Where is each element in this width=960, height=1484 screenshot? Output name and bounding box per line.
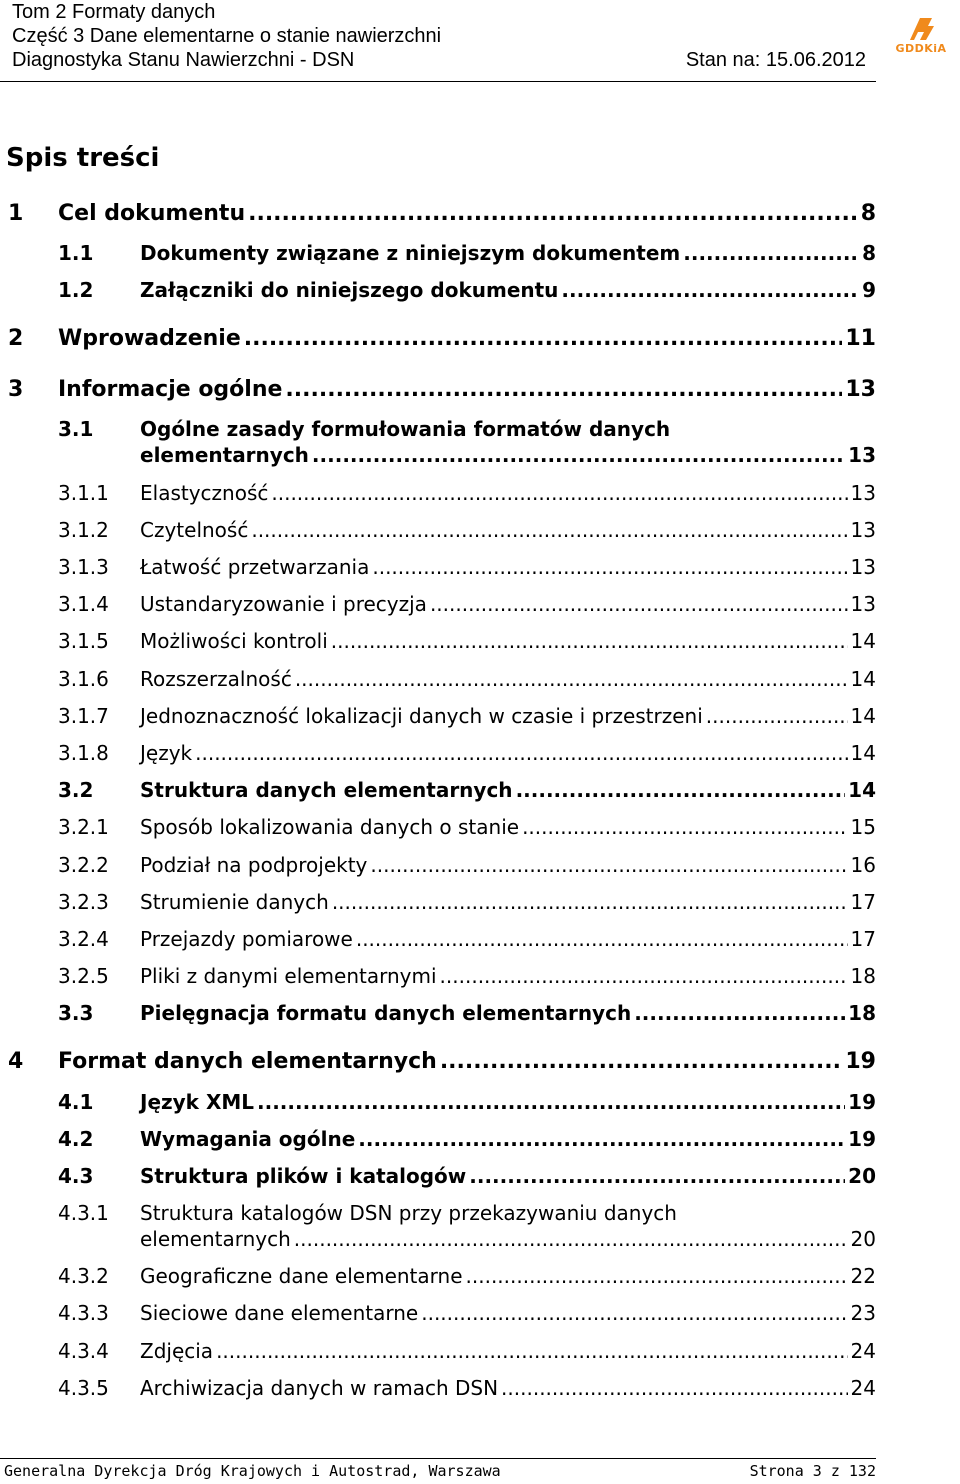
toc-page: 13 — [850, 592, 876, 616]
toc-number: 4.2 — [58, 1127, 94, 1151]
toc-number: 3.1.1 — [58, 481, 109, 505]
toc-page: 13 — [850, 481, 876, 505]
toc-page: 13 — [850, 518, 876, 542]
toc-leader — [469, 1164, 845, 1188]
toc-label: Wprowadzenie — [58, 326, 241, 351]
toc-number: 3.1.6 — [58, 667, 109, 691]
toc-page: 20 — [848, 1164, 876, 1188]
toc-number: 4.3 — [58, 1164, 94, 1188]
toc-leader — [501, 1376, 848, 1400]
toc-label: elementarnych — [140, 1227, 291, 1251]
toc-number: 3.2.4 — [58, 927, 109, 951]
toc-label: Rozszerzalność — [140, 667, 292, 691]
toc-number: 4.3.1 — [58, 1201, 109, 1225]
toc-page: 22 — [850, 1264, 876, 1288]
toc-leader — [285, 377, 842, 402]
toc-page: 9 — [862, 278, 876, 302]
toc-number: 4.3.2 — [58, 1264, 109, 1288]
toc-page: 13 — [845, 377, 876, 402]
toc-leader — [372, 555, 847, 579]
toc-page: 15 — [850, 815, 876, 839]
toc-number: 1.2 — [58, 278, 94, 302]
toc-label: elementarnych — [140, 443, 309, 467]
toc-page: 24 — [850, 1339, 876, 1363]
toc-page: 20 — [850, 1227, 876, 1251]
toc-label: Przejazdy pomiarowe — [140, 927, 353, 951]
toc-leader — [634, 1001, 845, 1025]
toc-number: 3.1.4 — [58, 592, 109, 616]
toc-label: Załączniki do niniejszego dokumentu — [140, 278, 559, 302]
toc-label: Format danych elementarnych — [58, 1049, 437, 1074]
toc-page: 13 — [850, 555, 876, 579]
toc-label: Strumienie danych — [140, 890, 329, 914]
toc-leader — [440, 964, 848, 988]
page-header — [12, 0, 878, 72]
toc-leader — [295, 667, 848, 691]
toc-number: 3.2 — [58, 778, 94, 802]
toc-number: 3.1.2 — [58, 518, 109, 542]
toc-label: Dokumenty związane z niniejszym dokumentem — [140, 241, 681, 265]
toc-leader — [430, 592, 848, 616]
toc-page: 14 — [850, 667, 876, 691]
header-rule — [0, 81, 876, 82]
toc-leader — [248, 201, 858, 226]
toc-leader — [216, 1339, 847, 1363]
toc-leader — [251, 518, 847, 542]
toc-leader — [195, 741, 847, 765]
toc-page: 14 — [850, 629, 876, 653]
toc-page: 13 — [848, 443, 876, 467]
toc-number: 3.1 — [58, 417, 94, 441]
toc-number: 3 — [8, 377, 24, 402]
toc-page: 8 — [862, 241, 876, 265]
toc-number: 4.3.5 — [58, 1376, 109, 1400]
toc-leader — [561, 278, 859, 302]
toc-leader — [522, 815, 847, 839]
toc-page: 14 — [850, 704, 876, 728]
toc-page: 8 — [860, 201, 876, 226]
toc-leader — [421, 1301, 847, 1325]
toc-leader — [271, 481, 847, 505]
toc-number: 4.3.4 — [58, 1339, 109, 1363]
toc-leader — [370, 853, 847, 877]
toc-label: Pielęgnacja formatu danych elementarnych — [140, 1001, 632, 1025]
gddkia-logo — [888, 14, 954, 58]
toc-label: Czytelność — [140, 518, 249, 542]
toc-leader — [294, 1227, 848, 1251]
toc-leader — [356, 927, 848, 951]
logo-text: GDDKiA — [895, 42, 947, 55]
toc-label: Zdjęcia — [140, 1339, 214, 1363]
toc-page: 19 — [848, 1127, 876, 1151]
toc-label: Język — [140, 741, 193, 765]
toc-leader — [332, 890, 848, 914]
toc-label-line1: Ogólne zasady formułowania formatów danych — [140, 417, 671, 441]
header-volume: Tom 2 Formaty danych — [12, 1, 216, 23]
toc-label: Cel dokumentu — [58, 201, 246, 226]
toc-leader — [358, 1127, 845, 1151]
toc-page: 18 — [848, 1001, 876, 1025]
toc-number: 4 — [8, 1049, 24, 1074]
footer-rule — [0, 1458, 876, 1459]
toc-label: Struktura danych elementarnych — [140, 778, 513, 802]
toc-number: 1 — [8, 201, 24, 226]
toc-number: 3.2.1 — [58, 815, 109, 839]
toc-page: 24 — [850, 1376, 876, 1400]
toc-label: Wymagania ogólne — [140, 1127, 356, 1151]
toc-leader — [706, 704, 848, 728]
toc-label: Podział na podprojekty — [140, 853, 368, 877]
toc-page: 19 — [845, 1049, 876, 1074]
toc-page: 14 — [848, 778, 876, 802]
footer-page-number: Strona 3 z 132 — [749, 1462, 876, 1480]
toc-label: Sposób lokalizowania danych o stanie — [140, 815, 520, 839]
toc-label: Elastyczność — [140, 481, 269, 505]
toc-number: 3.1.8 — [58, 741, 109, 765]
header-part: Część 3 Dane elementarne o stanie nawierzchni — [12, 25, 442, 47]
toc-number: 4.3.3 — [58, 1301, 109, 1325]
toc-label: Pliki z danymi elementarnymi — [140, 964, 437, 988]
toc-page: 19 — [848, 1090, 876, 1114]
header-document: Diagnostyka Stanu Nawierzchni - DSN — [12, 49, 355, 71]
toc-label: Struktura plików i katalogów — [140, 1164, 467, 1188]
header-date: Stan na: 15.06.2012 — [685, 49, 866, 71]
toc-label: Jednoznaczność lokalizacji danych w czasie i przestrzeni — [140, 704, 703, 728]
toc-leader — [466, 1264, 848, 1288]
toc-leader — [244, 326, 843, 351]
toc-number: 3.2.5 — [58, 964, 109, 988]
toc-leader — [331, 629, 848, 653]
toc-number: 2 — [8, 326, 24, 351]
gddkia-logo-icon — [888, 14, 954, 44]
toc-label: Archiwizacja danych w ramach DSN — [140, 1376, 499, 1400]
toc-number: 3.1.3 — [58, 555, 109, 579]
toc-number: 3.2.3 — [58, 890, 109, 914]
toc-label: Sieciowe dane elementarne — [140, 1301, 419, 1325]
toc-page: 18 — [850, 964, 876, 988]
toc-label: Ustandaryzowanie i precyzja — [140, 592, 427, 616]
toc-leader — [440, 1049, 843, 1074]
toc-number: 4.1 — [58, 1090, 94, 1114]
toc-leader — [312, 443, 845, 467]
toc-page: 16 — [850, 853, 876, 877]
toc-number: 3.2.2 — [58, 853, 109, 877]
toc-page: 23 — [850, 1301, 876, 1325]
toc-label-line1: Struktura katalogów DSN przy przekazywaniu danych — [140, 1201, 677, 1225]
toc-page: 17 — [850, 927, 876, 951]
toc-title: Spis treści — [6, 143, 160, 173]
toc-number: 1.1 — [58, 241, 94, 265]
footer-organization: Generalna Dyrekcja Dróg Krajowych i Autostrad, Warszawa — [4, 1462, 501, 1480]
toc-leader — [257, 1090, 845, 1114]
toc-page: 11 — [845, 326, 876, 351]
toc-page: 14 — [850, 741, 876, 765]
toc-label: Łatwość przetwarzania — [140, 555, 370, 579]
toc-page: 17 — [850, 890, 876, 914]
toc-number: 3.3 — [58, 1001, 94, 1025]
toc-number: 3.1.5 — [58, 629, 109, 653]
toc-label: Geograficzne dane elementarne — [140, 1264, 463, 1288]
toc-leader — [683, 241, 859, 265]
toc-label: Informacje ogólne — [58, 377, 283, 402]
toc-label: Język XML — [140, 1090, 255, 1114]
toc-label: Możliwości kontroli — [140, 629, 328, 653]
toc-leader — [516, 778, 846, 802]
toc-number: 3.1.7 — [58, 704, 109, 728]
